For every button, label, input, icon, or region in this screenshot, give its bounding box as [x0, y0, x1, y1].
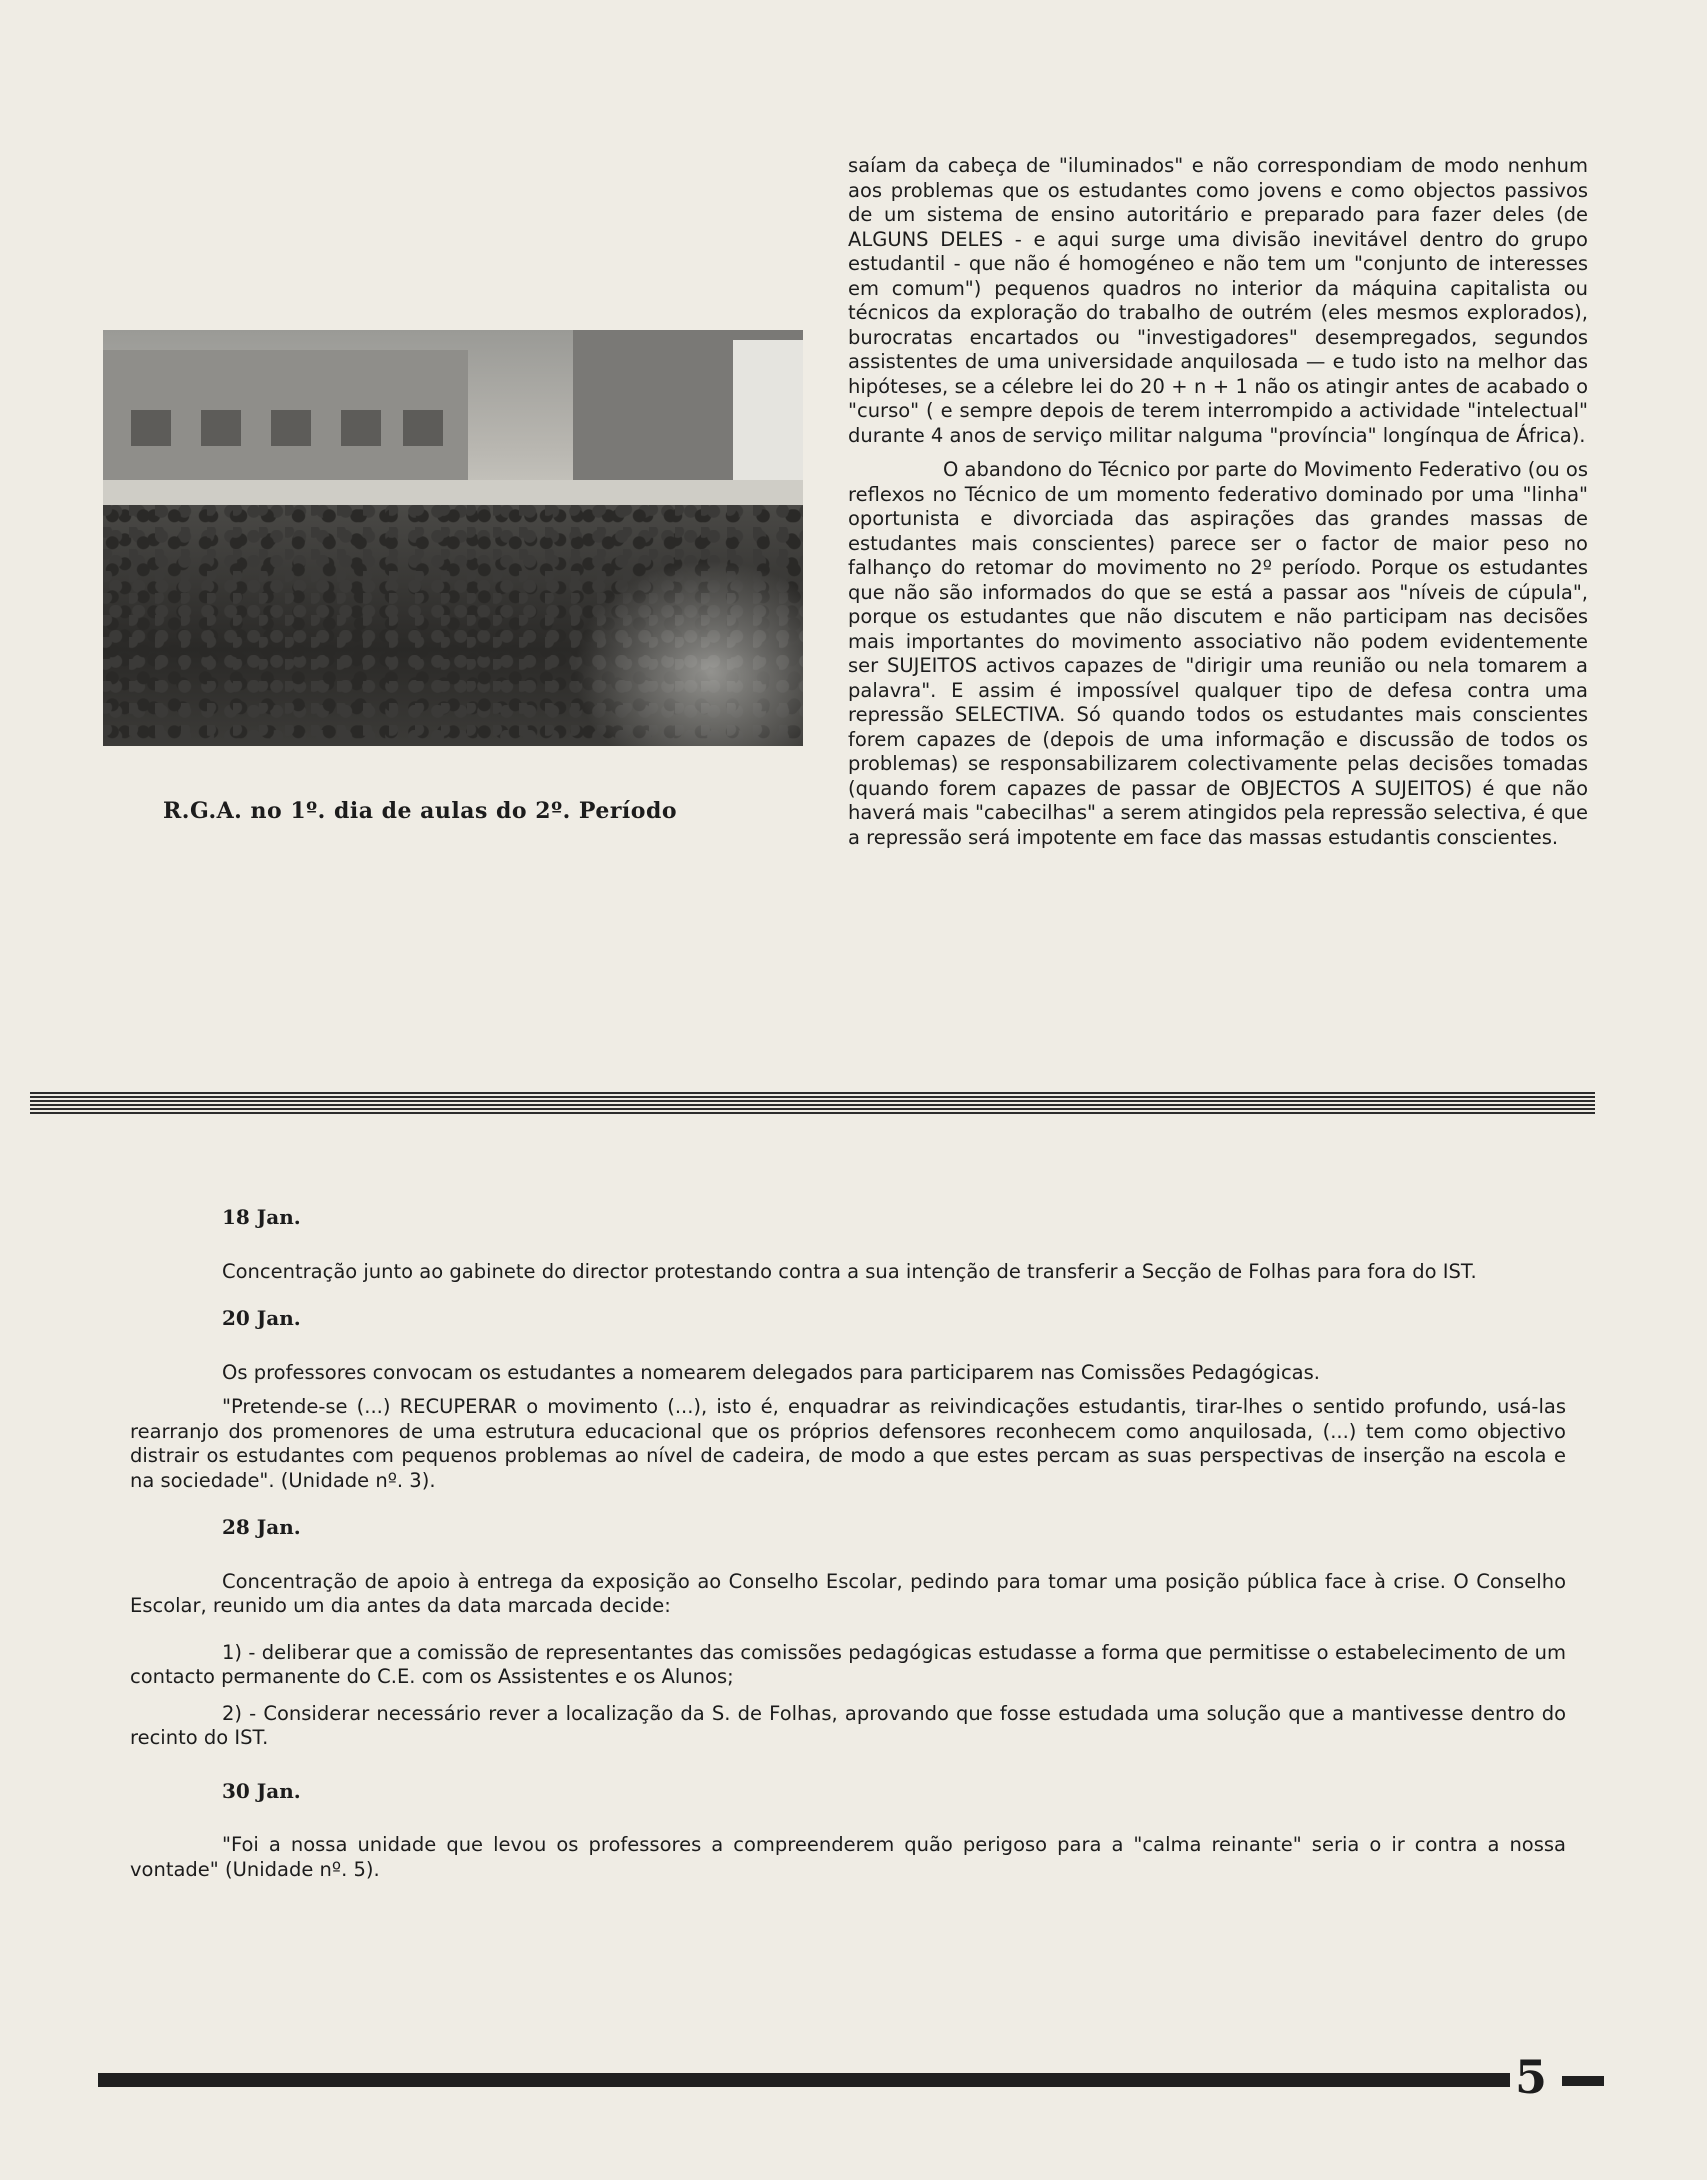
chronology	[130, 1205, 1566, 1882]
photo-building-left	[103, 350, 468, 484]
footer-bar	[98, 2073, 1510, 2087]
entry-paragraph: Concentração de apoio à entrega da exposição ao Conselho Escolar, pedindo para tomar uma posição pública face à crise. O Conselho Escolar, reunido um dia antes da data marcada decide:	[130, 1569, 1566, 1617]
right-paragraph-1: saíam da cabeça de "iluminados" e não correspondiam de modo nenhum aos problemas que os estudantes como jovens e como objectos passivos de um sistema de ensino autoritário e preparado para fazer deles (de ALGUNS DELES - e aqui surge uma divisão inevitável dentro do grupo estudantil - que não é homogéneo e não tem um "conjunto de interesses em comum") pequenos quadros no interior da máquina capitalista ou técnicos da exploração do trabalho de outrém (eles mesmos explorados), burocratas encartados ou "investigadores" desempregados, segundos assistentes de uma universidade anquilosada — e tudo isto na melhor das hipóteses, se a célebre lei do 20 + n + 1 não os atingir antes de acabado o "curso" ( e sempre depois de terem interrompido a actividade "intelectual" durante 4 anos de serviço militar nalguma "província" longínqua de África).	[848, 154, 1588, 447]
photo-haze	[573, 560, 803, 746]
section-divider	[30, 1092, 1595, 1114]
photo-caption: R.G.A. no 1º. dia de aulas do 2º. Período	[163, 798, 678, 824]
right-paragraph-2: O abandono do Técnico por parte do Movimento Federativo (ou os reflexos no Técnico de um momento federativo dominado por uma "linha" oportunista e divorciada das aspirações das grandes massas de estudantes mais conscientes) parece ser o factor de maior peso no falhanço do retomar do movimento no 2º período. Porque os estudantes que não são informados do que se está a passar aos "níveis de cúpula", porque os estudantes que não discutem e não participam nas decisões mais importantes do movimento associativo não podem evidentemente ser SUJEITOS activos capazes de "dirigir uma reunião ou nela tomarem a palavra". E assim é impossível qualquer tipo de defesa contra uma repressão SELECTIVA. Só quando todos os estudantes mais conscientes forem capazes de (depois de uma informação e discussão de todos os problemas) se responsabilizarem colectivamente pelas decisões tomadas (quando forem capazes de passar de OBJECTOS A SUJEITOS) é que não haverá mais "cabecilhas" a serem atingidos pela repressão selectiva, é que a repressão será impotente em face das massas estudantis conscientes.	[848, 458, 1588, 849]
entry-quote: "Pretende-se (...) RECUPERAR o movimento (...), isto é, enquadrar as reivindicações estudantis, tirar-lhes o sentido profundo, usá-las rearranjo dos promenores de uma estrutura educacional que os próprios defensores reconhecem como anquilosada, (...) tem como objectivo distrair os estudantes com pequenos problemas ao nível de cadeira, de modo a que estes percam as suas perspectivas de inserção na escola e na sociedade". (Unidade nº. 3).	[130, 1395, 1566, 1492]
entry-30-jan	[130, 1779, 1566, 1883]
right-column-text	[848, 154, 1588, 850]
entry-item-2: 2) - Considerar necessário rever a localização da S. de Folhas, aprovando que fosse estudada uma solução que a mantivesse dentro do recinto do IST.	[130, 1701, 1566, 1749]
entry-paragraph: Concentração junto ao gabinete do director protestando contra a sua intenção de transferir a Secção de Folhas para fora do IST.	[222, 1259, 1477, 1283]
entry-item-1: 1) - deliberar que a comissão de representantes das comissões pedagógicas estudasse a forma que permitisse o estabelecimento de um contacto permanente do C.E. com os Assistentes e os Alunos;	[130, 1640, 1566, 1688]
entry-quote: "Foi a nossa unidade que levou os professores a compreenderem quão perigoso para a "calma reinante" seria o ir contra a nossa vontade" (Unidade nº. 5).	[130, 1833, 1566, 1881]
crowd-photo	[103, 330, 803, 746]
entry-18-jan	[130, 1205, 1566, 1284]
entry-date: 30 Jan.	[222, 1778, 301, 1803]
entry-date: 20 Jan.	[222, 1306, 301, 1330]
photo-building-white	[733, 340, 803, 500]
footer-bar-tail	[1562, 2076, 1604, 2086]
entry-paragraph: Os professores convocam os estudantes a nomearem delegados para participarem nas Comissões Pedagógicas.	[222, 1360, 1320, 1384]
page-number: 5	[1515, 2050, 1548, 2104]
entry-20-jan	[130, 1306, 1566, 1493]
entry-date: 28 Jan.	[222, 1515, 301, 1539]
entry-date: 18 Jan.	[222, 1205, 301, 1229]
entry-28-jan	[130, 1515, 1566, 1751]
